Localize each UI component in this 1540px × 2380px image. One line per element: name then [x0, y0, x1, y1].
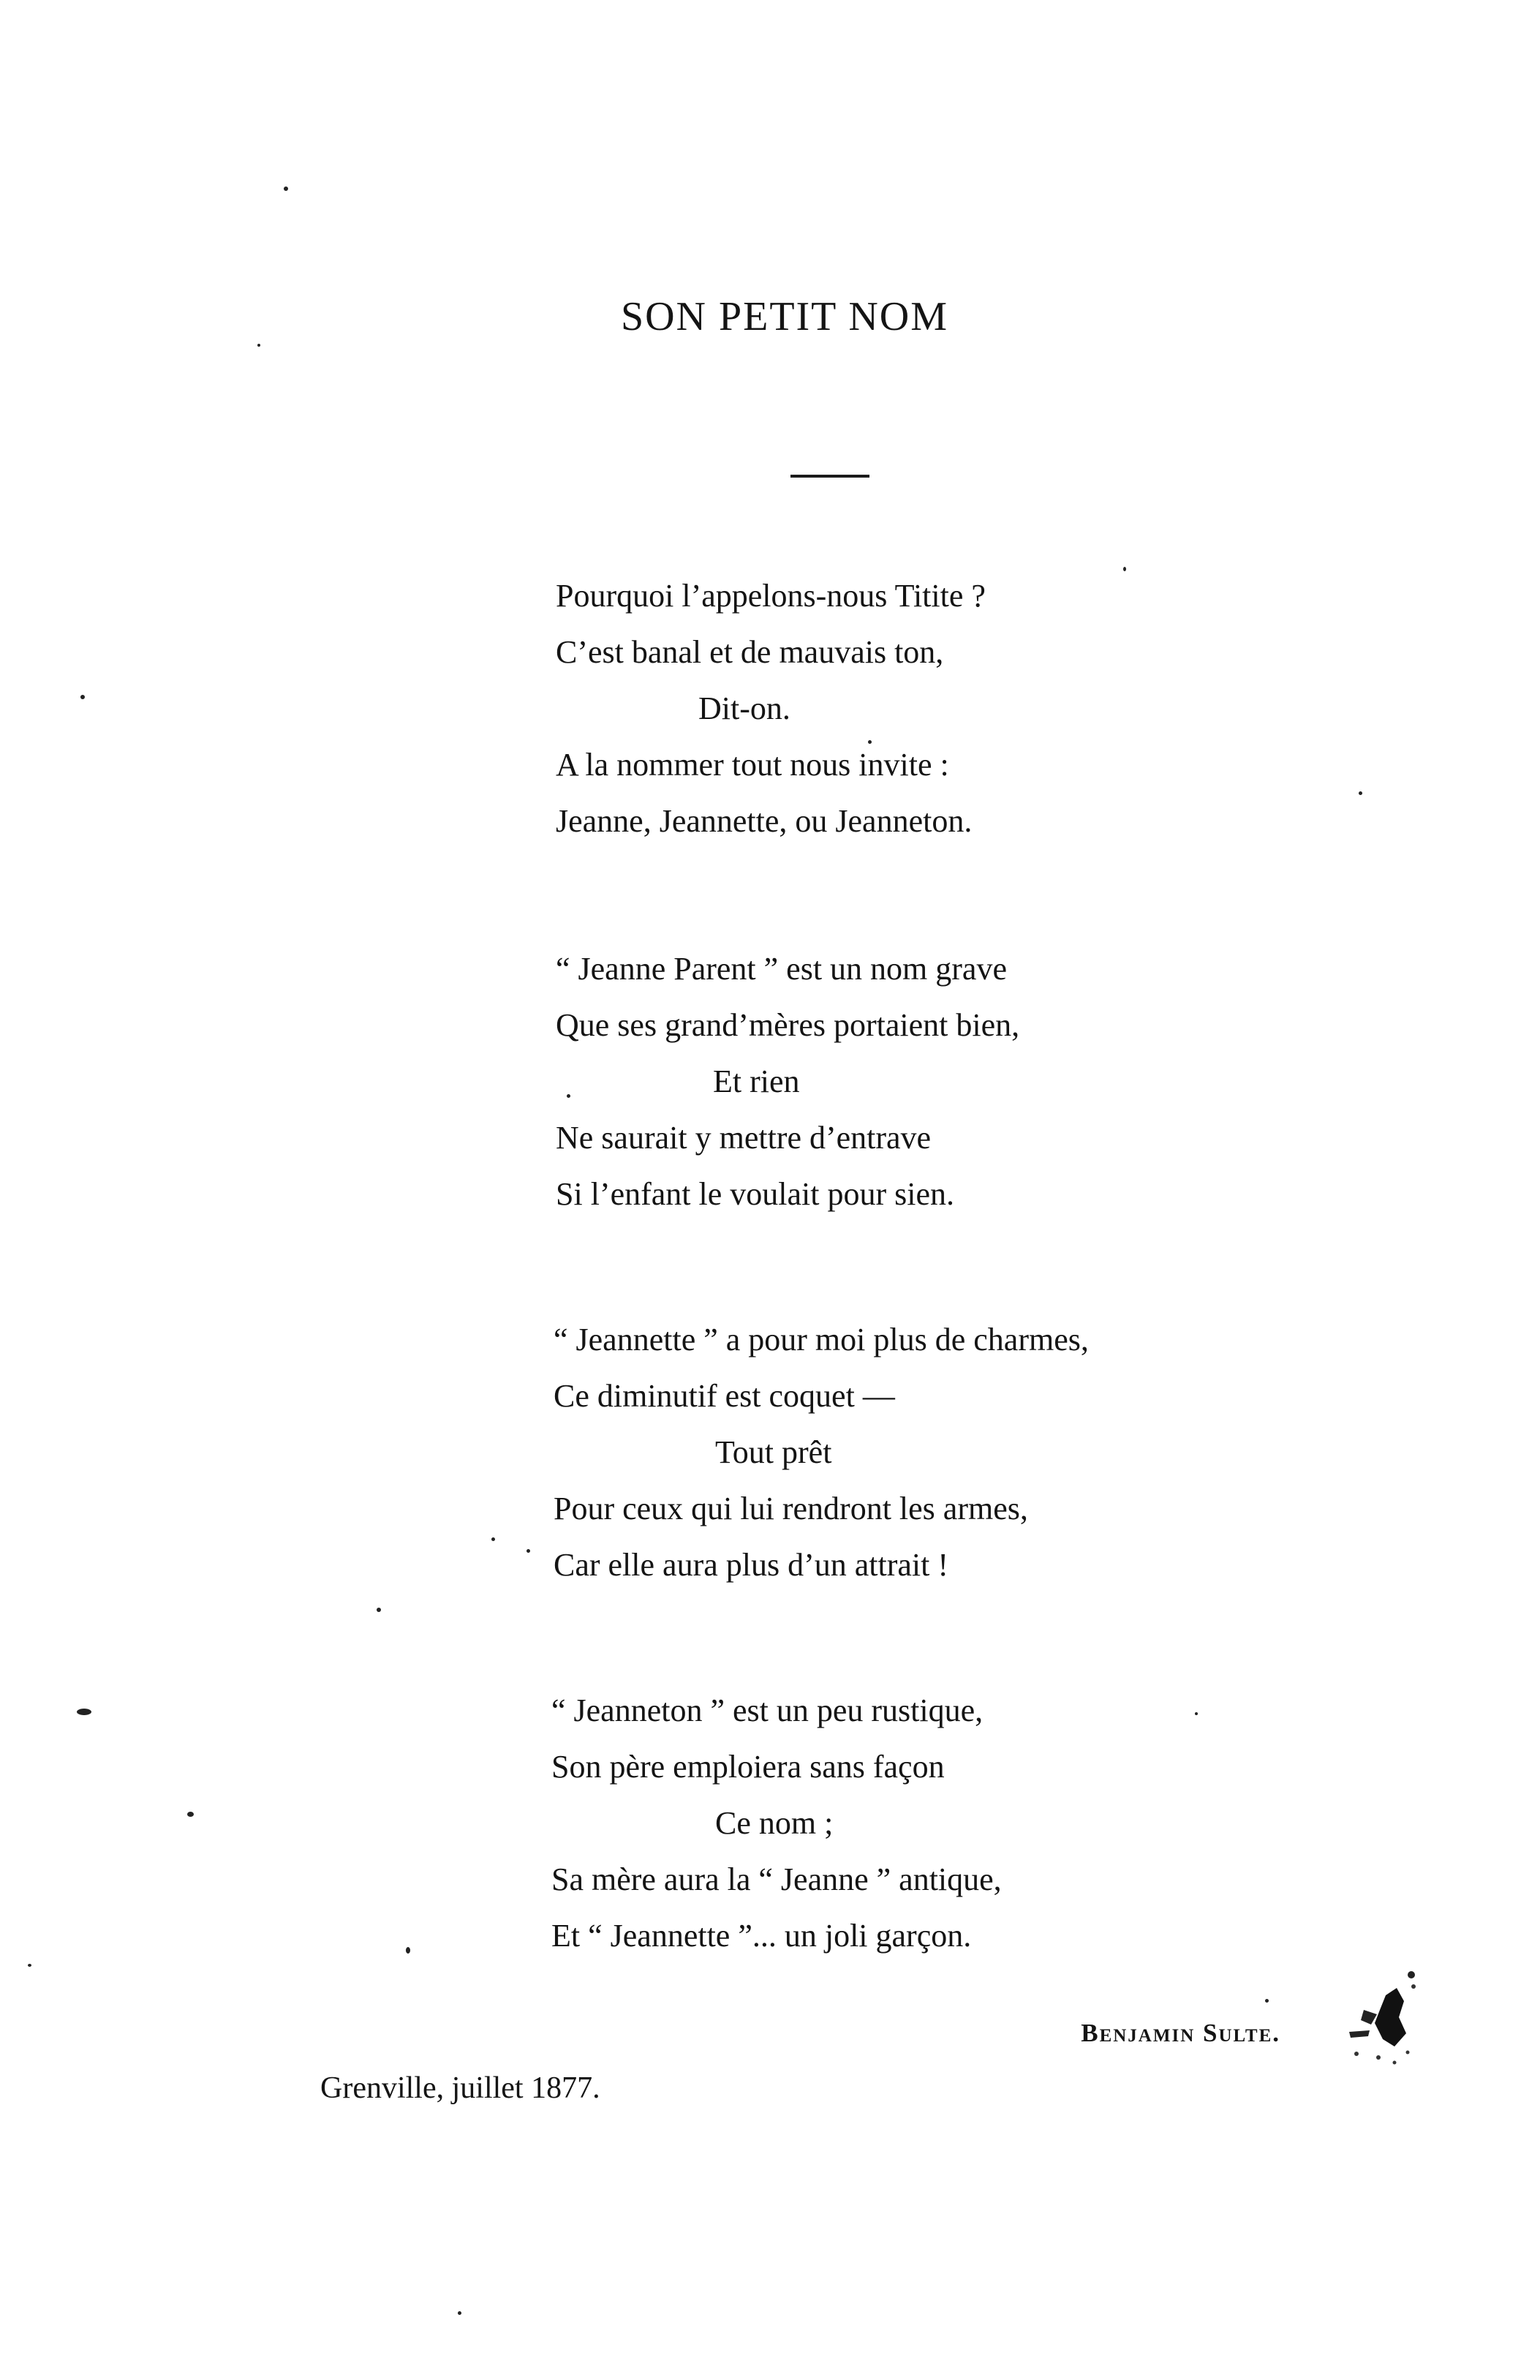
verse-line-short: Dit-on. [698, 690, 790, 726]
verse-line: Et “ Jeannette ”... un joli garçon. [551, 1918, 972, 1954]
scan-speck [567, 1094, 570, 1098]
verse-line-short: Et rien [713, 1063, 800, 1099]
scan-speck [491, 1537, 495, 1541]
verse-line: “ Jeanneton ” est un peu rustique, [551, 1692, 984, 1728]
author-signature: Benjamin Sulte. [1081, 2019, 1280, 2047]
scan-speck [284, 187, 288, 191]
verse-line: A la nommer tout nous invite : [556, 747, 949, 783]
verse-line-short: Tout prêt [715, 1434, 832, 1470]
scan-speck [1195, 1712, 1198, 1715]
verse-line: Si l’enfant le voulait pour sien. [556, 1176, 954, 1212]
ink-blot [1335, 1966, 1422, 2076]
scan-speck [1123, 567, 1126, 571]
scan-speck [80, 695, 85, 699]
verse-line: Pourquoi l’appelons-nous Titite ? [556, 578, 986, 614]
verse-line: Que ses grand’mères portaient bien, [556, 1007, 1020, 1043]
verse-line: Ne saurait y mettre d’entrave [556, 1120, 932, 1156]
scan-speck [458, 2311, 461, 2315]
verse-line: Pour ceux qui lui rendront les armes, [554, 1491, 1028, 1526]
verse-line: Jeanne, Jeannette, ou Jeanneton. [556, 803, 973, 839]
verse-line: “ Jeanne Parent ” est un nom grave [556, 951, 1007, 987]
scan-speck [1359, 791, 1362, 795]
scan-speck [257, 344, 260, 347]
scan-speck [77, 1709, 91, 1715]
place-date: Grenville, juillet 1877. [320, 2071, 600, 2105]
title-rule [790, 475, 869, 478]
poem-title: SON PETIT NOM [620, 294, 949, 339]
scan-speck [377, 1608, 381, 1612]
scan-speck [28, 1964, 31, 1967]
scan-speck [187, 1812, 194, 1817]
scan-speck [406, 1947, 410, 1954]
verse-line: Car elle aura plus d’un attrait ! [554, 1547, 949, 1583]
scan-speck [526, 1549, 530, 1553]
verse-line: Ce diminutif est coquet — [554, 1378, 895, 1414]
verse-line: Sa mère aura la “ Jeanne ” antique, [551, 1861, 1002, 1897]
scan-speck [868, 740, 872, 744]
verse-line: “ Jeannette ” a pour moi plus de charmes, [554, 1322, 1089, 1357]
verse-line: C’est banal et de mauvais ton, [556, 634, 944, 670]
scan-speck [1265, 1999, 1269, 2003]
verse-line: Son père emploiera sans façon [551, 1749, 945, 1785]
verse-line-short: Ce nom ; [715, 1805, 834, 1841]
